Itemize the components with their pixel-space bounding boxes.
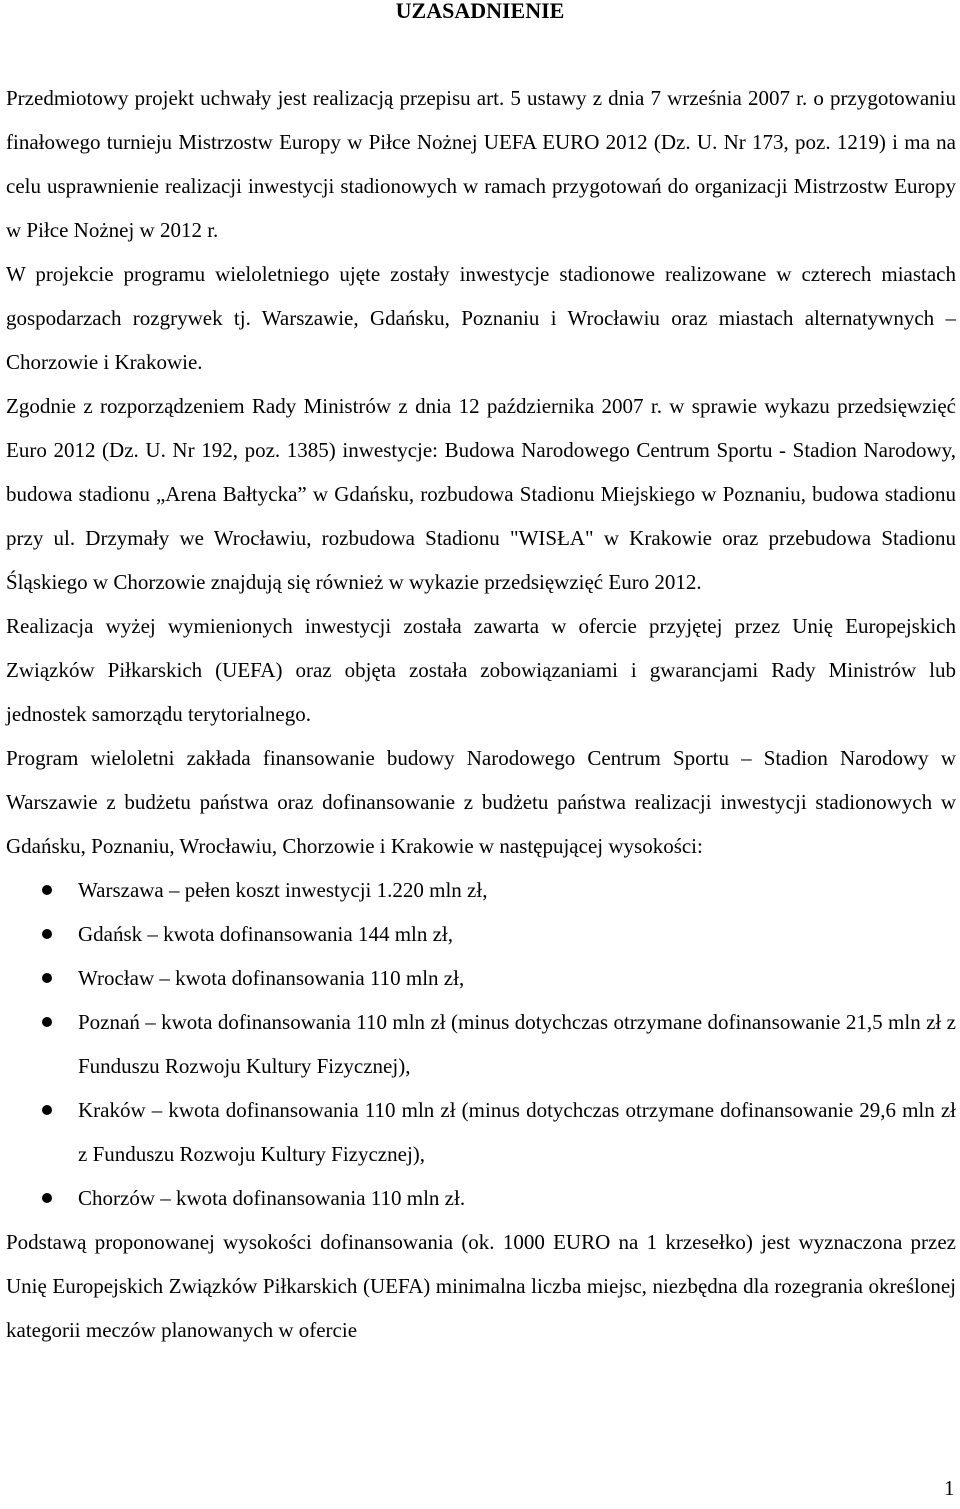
list-item	[6, 868, 956, 912]
list-item	[6, 1000, 956, 1088]
list-item-text: Kraków – kwota dofinansowania 110 mln zł (minus dotychczas otrzymane dofinansowanie 29,6 mln zł z Funduszu Rozwoju Kultury Fizycznej),	[78, 1098, 956, 1166]
page-number: 1	[944, 1476, 955, 1500]
list-item	[6, 912, 956, 956]
bullet-icon	[42, 929, 52, 939]
bullet-icon	[42, 973, 52, 983]
document-body	[6, 76, 956, 1352]
bullet-icon	[42, 1193, 52, 1203]
list-item	[6, 956, 956, 1000]
list-item-text: Poznań – kwota dofinansowania 110 mln zł (minus dotychczas otrzymane dofinansowanie 21,5 mln zł z Funduszu Rozwoju Kultury Fizycznej),	[78, 1010, 956, 1078]
paragraph-uefa-offer: Realizacja wyżej wymienionych inwestycji została zawarta w ofercie przyjętej przez Unię Europejskich Związków Piłkarskich (UEFA) oraz objęta została zobowiązaniami i gwarancjami Rady Ministrów lub jednostek samorządu terytorialnego.	[6, 614, 956, 726]
bullet-icon	[42, 1017, 52, 1027]
list-item-text: Chorzów – kwota dofinansowania 110 mln zł.	[78, 1186, 466, 1210]
bullet-icon	[42, 885, 52, 895]
bullet-icon	[42, 1105, 52, 1115]
document-heading: UZASADNIENIE	[395, 0, 565, 23]
paragraph-basis-amount: Podstawą proponowanej wysokości dofinansowania (ok. 1000 EURO na 1 krzesełko) jest wyznaczona przez Unię Europejskich Związków Piłkarskich (UEFA) minimalna liczba miejsc, niezbędna dla rozegrania określonej kategorii meczów planowanych w ofercie	[6, 1230, 956, 1342]
list-item	[6, 1088, 956, 1176]
list-item-text: Gdańsk – kwota dofinansowania 144 mln zł,	[78, 922, 454, 946]
funding-list	[6, 868, 956, 1220]
list-item-text: Wrocław – kwota dofinansowania 110 mln zł,	[78, 966, 465, 990]
list-item	[6, 1176, 956, 1220]
paragraph-regulation: Zgodnie z rozporządzeniem Rady Ministrów z dnia 12 października 2007 r. w sprawie wykazu przedsięwzięć Euro 2012 (Dz. U. Nr 192, poz. 1385) inwestycje: Budowa Narodowego Centrum Sportu - Stadion Narodowy, budowa stadionu „Arena Bałtycka” w Gdańsku, rozbudowa Stadionu Miejskiego w Poznaniu, budowa stadionu przy ul. Drzymały we Wrocławiu, rozbudowa Stadionu "WISŁA" w Krakowie oraz przebudowa Stadionu Śląskiego w Chorzowie znajdują się również w wykazie przedsięwzięć Euro 2012.	[6, 394, 956, 594]
list-item-text: Warszawa – pełen koszt inwestycji 1.220 mln zł,	[78, 878, 488, 902]
paragraph-legal-basis: Przedmiotowy projekt uchwały jest realizacją przepisu art. 5 ustawy z dnia 7 września 2007 r. o przygotowaniu finałowego turnieju Mistrzostw Europy w Piłce Nożnej UEFA EURO 2012 (Dz. U. Nr 173, poz. 1219) i ma na celu usprawnienie realizacji inwestycji stadionowych w ramach przygotowań do organizacji Mistrzostw Europy w Piłce Nożnej w 2012 r.	[6, 86, 956, 242]
paragraph-host-cities: W projekcie programu wieloletniego ujęte zostały inwestycje stadionowe realizowane w czterech miastach gospodarzach rozgrywek tj. Warszawie, Gdańsku, Poznaniu i Wrocławiu oraz miastach alternatywnych – Chorzowie i Krakowie.	[6, 262, 956, 374]
paragraph-financing: Program wieloletni zakłada finansowanie budowy Narodowego Centrum Sportu – Stadion Narodowy w Warszawie z budżetu państwa oraz dofinansowanie z budżetu państwa realizacji inwestycji stadionowych w Gdańsku, Poznaniu, Wrocławiu, Chorzowie i Krakowie w następującej wysokości:	[6, 746, 956, 858]
